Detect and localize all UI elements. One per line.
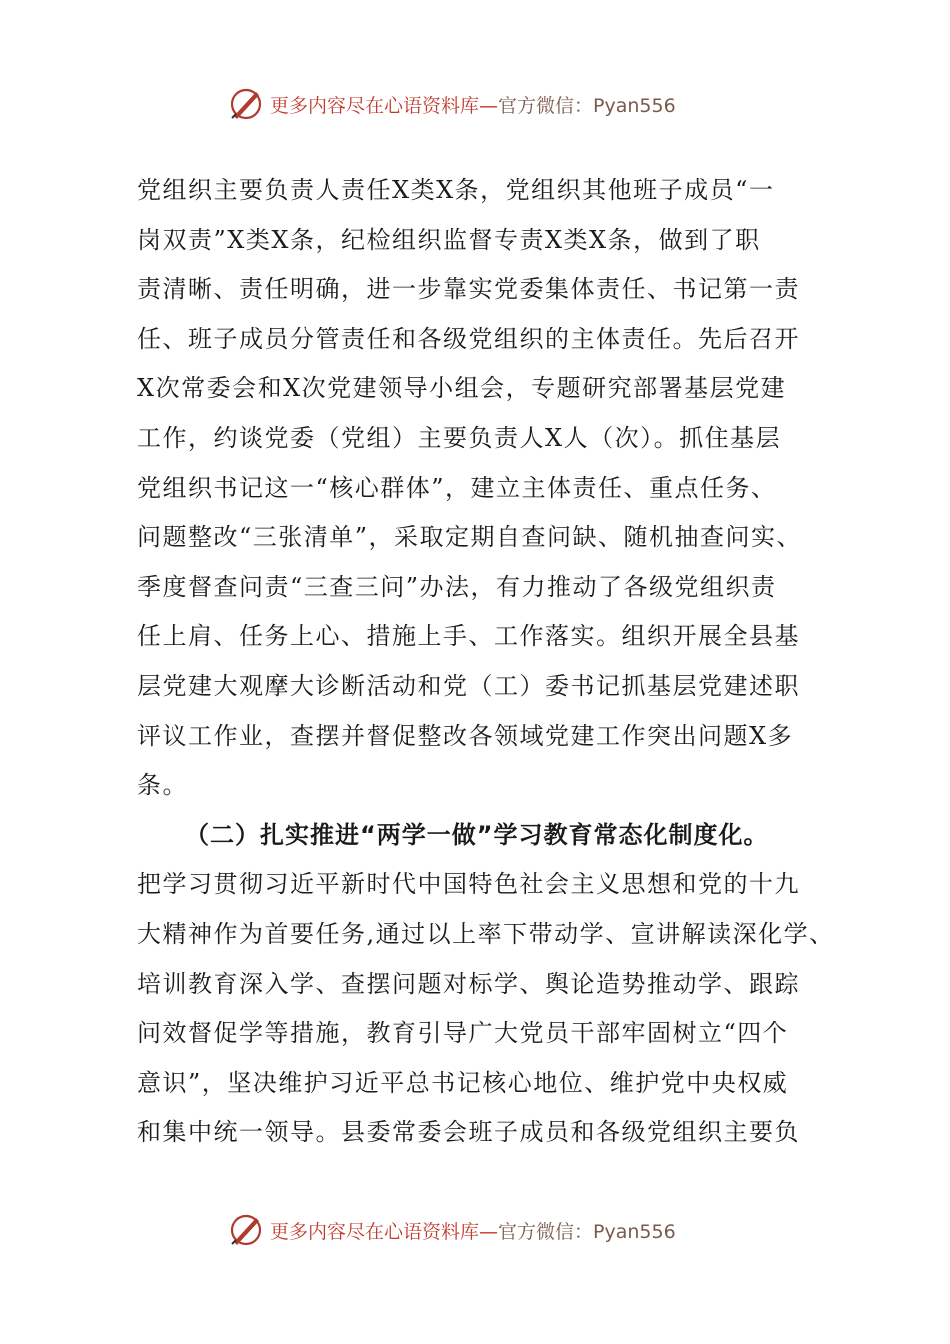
text-line: 责清晰、责任明确，进一步靠实党委集体责任、书记第一责 [137,275,800,304]
banner-text: 更多内容尽在心语资料库—官方微信：Pyan556 [270,94,676,117]
paragraph-2 [137,860,835,1158]
text-line: 层党建大观摩大诊断活动和党（工）委书记抓基层党建述职 [137,671,800,700]
text-line: 问题整改“三张清单”，采取定期自查问缺、随机抽查问实、 [137,523,803,552]
text-line: 任上肩、任务上心、措施上手、工作落实。组织开展全县基 [137,622,800,651]
text-line: X次常委会和X次党建领导小组会，专题研究部署基层党建 [137,374,787,403]
paragraph-1 [137,166,817,811]
text-line: 工作，约谈党委（党组）主要负责人X人（次）。抓住基层 [137,423,782,452]
section-heading: （二）扎实推进“两学一做”学习教育常态化制度化。 [185,820,769,849]
header-banner [228,84,728,124]
text-line: 意识”，坚决维护习近平总书记核心地位、维护党中央权威 [137,1068,789,1097]
text-line: 大精神作为首要任务,通过以上率下带动学、宣讲解读深化学、 [137,919,835,948]
text-line: 岗双责”X类X条，纪检组织监督专责X类X条，做到了职 [137,225,761,254]
text-line: 把学习贯彻习近平新时代中国特色社会主义思想和党的十九 [137,870,800,899]
banner-text: 更多内容尽在心语资料库—官方微信：Pyan556 [270,1220,676,1243]
footer-banner [228,1210,728,1250]
document-body [137,166,835,1158]
pen-logo-icon [228,1212,264,1248]
pen-logo-icon [228,86,264,122]
text-line: 和集中统一领导。县委常委会班子成员和各级党组织主要负 [137,1118,800,1147]
text-line: 季度督查问责“三查三问”办法，有力推动了各级党组织责 [137,572,777,601]
text-line: 评议工作业，查摆并督促整改各领域党建工作突出问题X多 [137,721,794,750]
text-line: 培训教育深入学、查摆问题对标学、舆论造势推动学、跟踪 [137,969,800,998]
text-line: 问效督促学等措施，教育引导广大党员干部牢固树立“四个 [137,1019,789,1048]
text-line: 党组织书记这一“核心群体”，建立主体责任、重点任务、 [137,473,777,502]
text-line: 任、班子成员分管责任和各级党组织的主体责任。先后召开 [137,324,800,353]
text-line: 党组织主要负责人责任X类X条，党组织其他班子成员“一 [137,176,775,204]
text-line: 条。 [137,771,188,800]
